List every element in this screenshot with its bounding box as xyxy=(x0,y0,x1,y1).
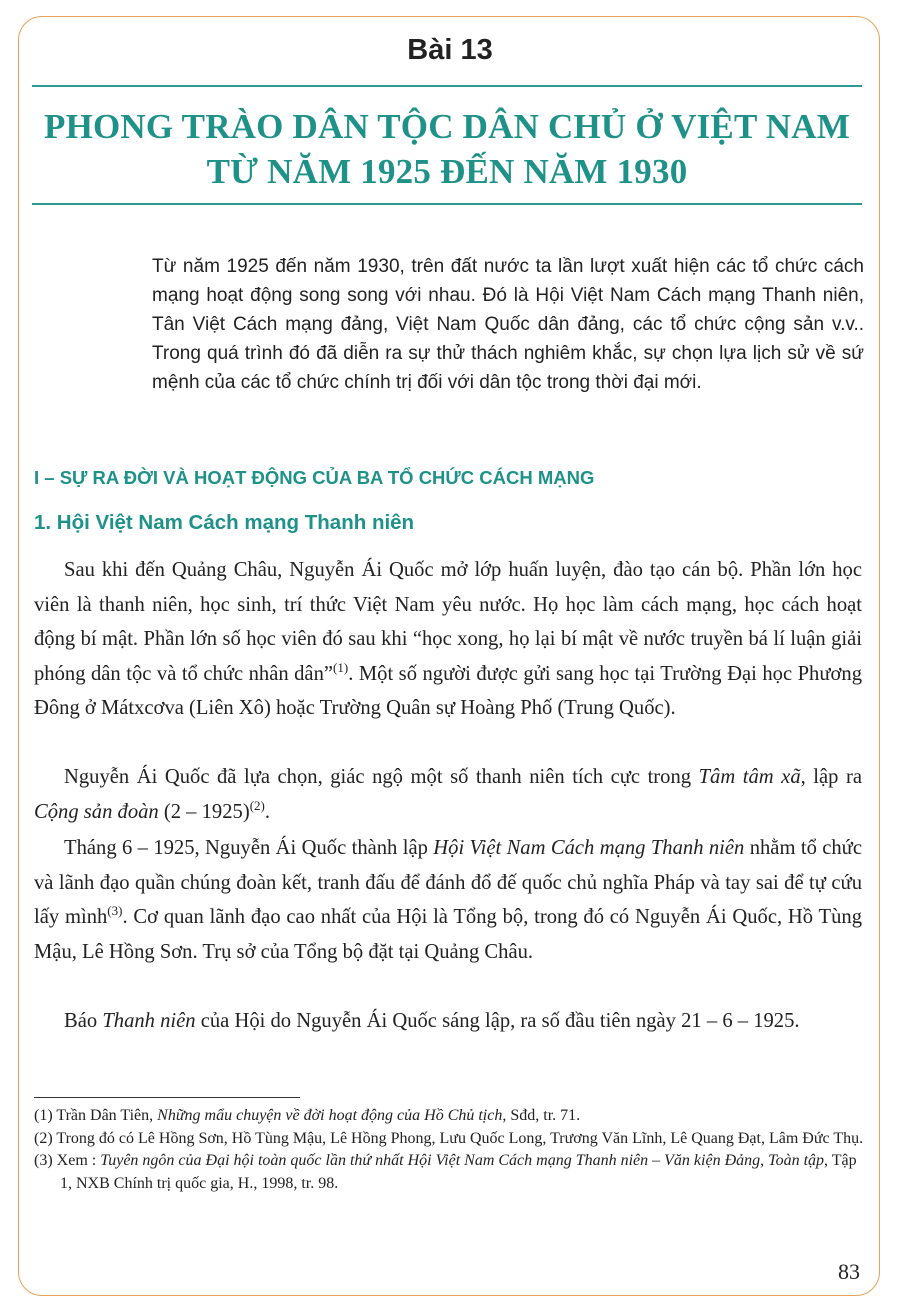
p2-italic-tam-tam-xa: Tâm tâm xã xyxy=(698,766,801,788)
p3-text-a: Tháng 6 – 1925, Nguyễn Ái Quốc thành lập xyxy=(64,837,434,859)
lesson-title-line-2: TỪ NĂM 1925 ĐẾN NĂM 1930 xyxy=(206,152,688,191)
p2-text-b: , lập ra xyxy=(800,766,862,788)
p2-text-d: . xyxy=(264,800,271,823)
fn3-text-b: , Tập 1, NXB Chính trị quốc gia, H., 1998, tr. 98. xyxy=(60,1152,857,1192)
p4-text-a: Báo xyxy=(64,1010,103,1032)
p1-text: Sau khi đến Quảng Châu, Nguyễn Ái Quốc mở lớp huấn luyện, đào tạo cán bộ. Phần lớn học viên là thanh niên, học sinh, trí thức Việt Nam yêu nước. Họ học làm cách mạng, học cách hoạt động bí mật. Phần lớn số học viên đó sau khi “học xong, họ lại bí mật về nước truyền bá lí luận giải phóng dân tộc và tổ chức nhân dân” xyxy=(34,559,862,685)
lesson-title-line-1: PHONG TRÀO DÂN TỘC DÂN CHỦ Ở VIỆT NAM xyxy=(44,107,850,146)
title-rule-bottom xyxy=(32,203,862,205)
body-paragraph-2 xyxy=(34,760,862,829)
p4-text-b: của Hội do Nguyễn Ái Quốc sáng lập, ra số đầu tiên ngày 21 – 6 – 1925. xyxy=(195,1010,800,1032)
p1-tail: . Một số người được gửi sang học tại Trường Đại học Phương Đông ở Mátxcơva (Liên Xô) hoặc Trường Quân sự Hoàng Phố (Trung Quốc). xyxy=(34,662,862,719)
p2-text-c: (2 – 1925) xyxy=(158,800,250,823)
footnote-2: (2) Trong đó có Lê Hồng Sơn, Hồ Tùng Mậu, Lê Hồng Phong, Lưu Quốc Long, Trương Văn Lĩnh, Lê Quang Đạt, Lâm Đức Thụ. xyxy=(34,1129,864,1147)
footnote-ref-1: (1) xyxy=(333,659,349,675)
intro-paragraph: Từ năm 1925 đến năm 1930, trên đất nước ta lần lượt xuất hiện các tổ chức cách mạng hoạt động song song với nhau. Đó là Hội Việt Nam Cách mạng Thanh niên, Tân Việt Cách mạng đảng, Việt Nam Quốc dân đảng, các tổ chức cộng sản v.v.. Trong quá trình đó đã diễn ra sự thử thách nghiêm khắc, sự chọn lựa lịch sử về sứ mệnh của các tổ chức chính trị đối với dân tộc trong thời đại mới. xyxy=(152,256,864,393)
p4-italic-newspaper: Thanh niên xyxy=(102,1010,196,1032)
fn3-italic: Tuyên ngôn của Đại hội toàn quốc lần thứ nhất Hội Việt Nam Cách mạng Thanh niên – Văn kiện Đảng, Toàn tập xyxy=(100,1152,825,1169)
p3-italic-org-name: Hội Việt Nam Cách mạng Thanh niên xyxy=(433,837,745,859)
body-paragraph-1 xyxy=(34,553,862,726)
fn1-italic: Những mẩu chuyện về đời hoạt động của Hồ Chủ tịch xyxy=(157,1107,503,1124)
p3-text-b: nhằm tổ chức và lãnh đạo quần chúng đoàn kết, tranh đấu để đánh đổ đế quốc chủ nghĩa Pháp và tay sai để tự cứu lấy mình xyxy=(34,837,862,928)
page-number: 83 xyxy=(838,1259,860,1284)
p3-text-c: . Cơ quan lãnh đạo cao nhất của Hội là Tổng bộ, trong đó có Nguyễn Ái Quốc, Hồ Tùng Mậu, Lê Hồng Sơn. Trụ sở của Tổng bộ đặt tại Quảng Châu. xyxy=(34,906,862,963)
title-rule-top xyxy=(32,85,862,87)
lesson-title xyxy=(32,104,862,194)
subsection-heading: 1. Hội Việt Nam Cách mạng Thanh niên xyxy=(34,511,415,534)
p2-italic-cong-san-doan: Cộng sản đoàn xyxy=(34,800,159,823)
body-paragraph-4 xyxy=(34,1004,862,1039)
footnote-ref-2: (2) xyxy=(249,797,265,813)
footnote-3 xyxy=(34,1150,864,1195)
footnote-separator xyxy=(34,1097,300,1098)
footnote-ref-3: (3) xyxy=(107,903,123,919)
lesson-label: Bài 13 xyxy=(407,34,493,66)
section-heading: I – SỰ RA ĐỜI VÀ HOẠT ĐỘNG CỦA BA TỔ CHỨC CÁCH MẠNG xyxy=(34,467,595,488)
p2-text-a: Nguyễn Ái Quốc đã lựa chọn, giác ngộ một số thanh niên tích cực trong xyxy=(64,766,699,788)
fn1-text-a: (1) Trần Dân Tiên, xyxy=(34,1107,158,1124)
footnote-1 xyxy=(34,1105,864,1128)
footnotes xyxy=(34,1105,864,1195)
fn3-text-a: (3) Xem : xyxy=(34,1152,101,1169)
body-paragraph-3 xyxy=(34,831,862,969)
fn1-text-b: , Sđd, tr. 71. xyxy=(502,1107,581,1124)
